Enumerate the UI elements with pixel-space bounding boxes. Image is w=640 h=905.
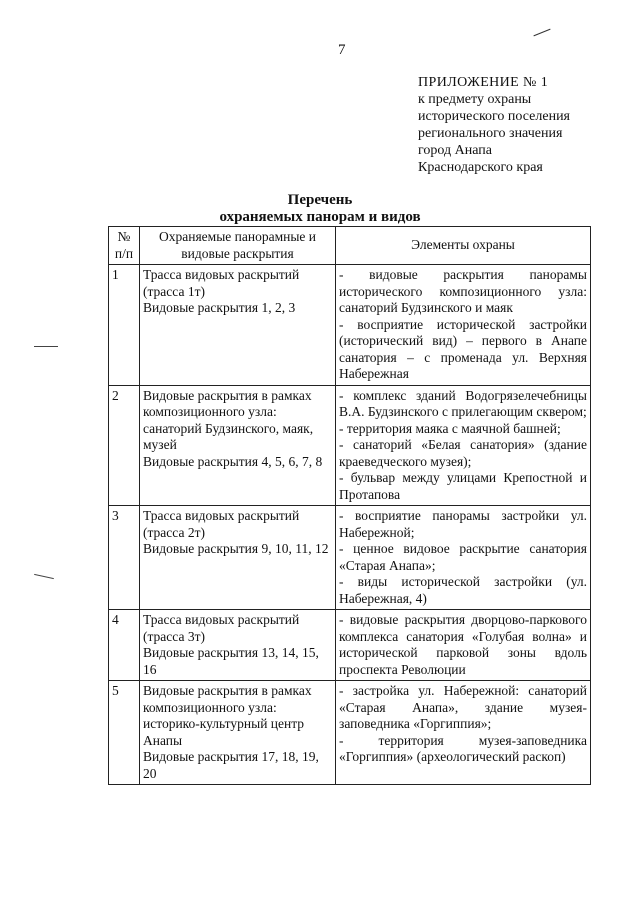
row-number: 2 [109,385,140,506]
appendix-line: город Анапа [418,143,492,158]
row-elements: - видовые раскрытия панорамы исторического композиционного узла: санаторий Будзинского и маяк - восприятие исторической застройки (исторический вид) – первого в Анапе санатория – с променада ул. Верхняя Набережная [336,265,591,386]
appendix-line: исторического поселения [418,109,570,124]
appendix-block [418,74,570,176]
row-objects: Видовые раскрытия в рамках композиционного узла: историко-культурный центр Анапы Видовые раскрытия 17, 18, 19, 20 [140,681,336,785]
table-row [109,681,591,785]
appendix-line: Краснодарского края [418,160,543,175]
appendix-heading: ПРИЛОЖЕНИЕ № 1 [418,75,549,90]
row-objects: Видовые раскрытия в рамках композиционного узла: санаторий Будзинского, маяк, музей Видовые раскрытия 4, 5, 6, 7, 8 [140,385,336,506]
title-line: Перечень [287,192,353,208]
row-number: 5 [109,681,140,785]
row-elements: - застройка ул. Набережной: санаторий «Старая Анапа», здание музея-заповедника «Горгиппия»; - территория музея-заповедника «Горгиппия» (археологический раскоп) [336,681,591,785]
row-number: 4 [109,610,140,681]
row-elements: - комплекс зданий Водогрязелечебницы В.А. Будзинского с прилегающим сквером; - территория маяка с маячной башней; - санаторий «Белая санатория» (здание краеведческого музея); - бульвар между улицами Крепостной и Протапова [336,385,591,506]
table-header-row [109,227,591,265]
title-line: охраняемых панорам и видов [219,209,421,225]
header-objects: Охраняемые панорамные и видовые раскрытия [140,227,336,265]
table-row [109,506,591,610]
protected-views-table [108,226,591,785]
page-number: 7 [338,42,346,58]
margin-pen-mark [34,346,58,347]
row-number: 1 [109,265,140,386]
appendix-line: к предмету охраны [418,92,532,107]
header-number: № п/п [109,227,140,265]
appendix-line: регионального значения [418,126,563,141]
row-elements: - видовые раскрытия дворцово-паркового комплекса санатория «Голубая волна» и исторической парковой зоны вдоль проспекта Революции [336,610,591,681]
table-row [109,385,591,506]
row-objects: Трасса видовых раскрытий (трасса 2т) Видовые раскрытия 9, 10, 11, 12 [140,506,336,610]
header-elements: Элементы охраны [336,227,591,265]
table-row [109,610,591,681]
document-title [0,192,640,226]
corner-pen-mark [533,29,550,37]
table-row [109,265,591,386]
row-number: 3 [109,506,140,610]
row-elements: - восприятие панорамы застройки ул. Набережной; - ценное видовое раскрытие санатория «Старая Анапа»; - виды исторической застройки (ул. Набережная, 4) [336,506,591,610]
margin-pen-mark [34,574,54,579]
row-objects: Трасса видовых раскрытий (трасса 1т) Видовые раскрытия 1, 2, 3 [140,265,336,386]
row-objects: Трасса видовых раскрытий (трасса 3т) Видовые раскрытия 13, 14, 15, 16 [140,610,336,681]
